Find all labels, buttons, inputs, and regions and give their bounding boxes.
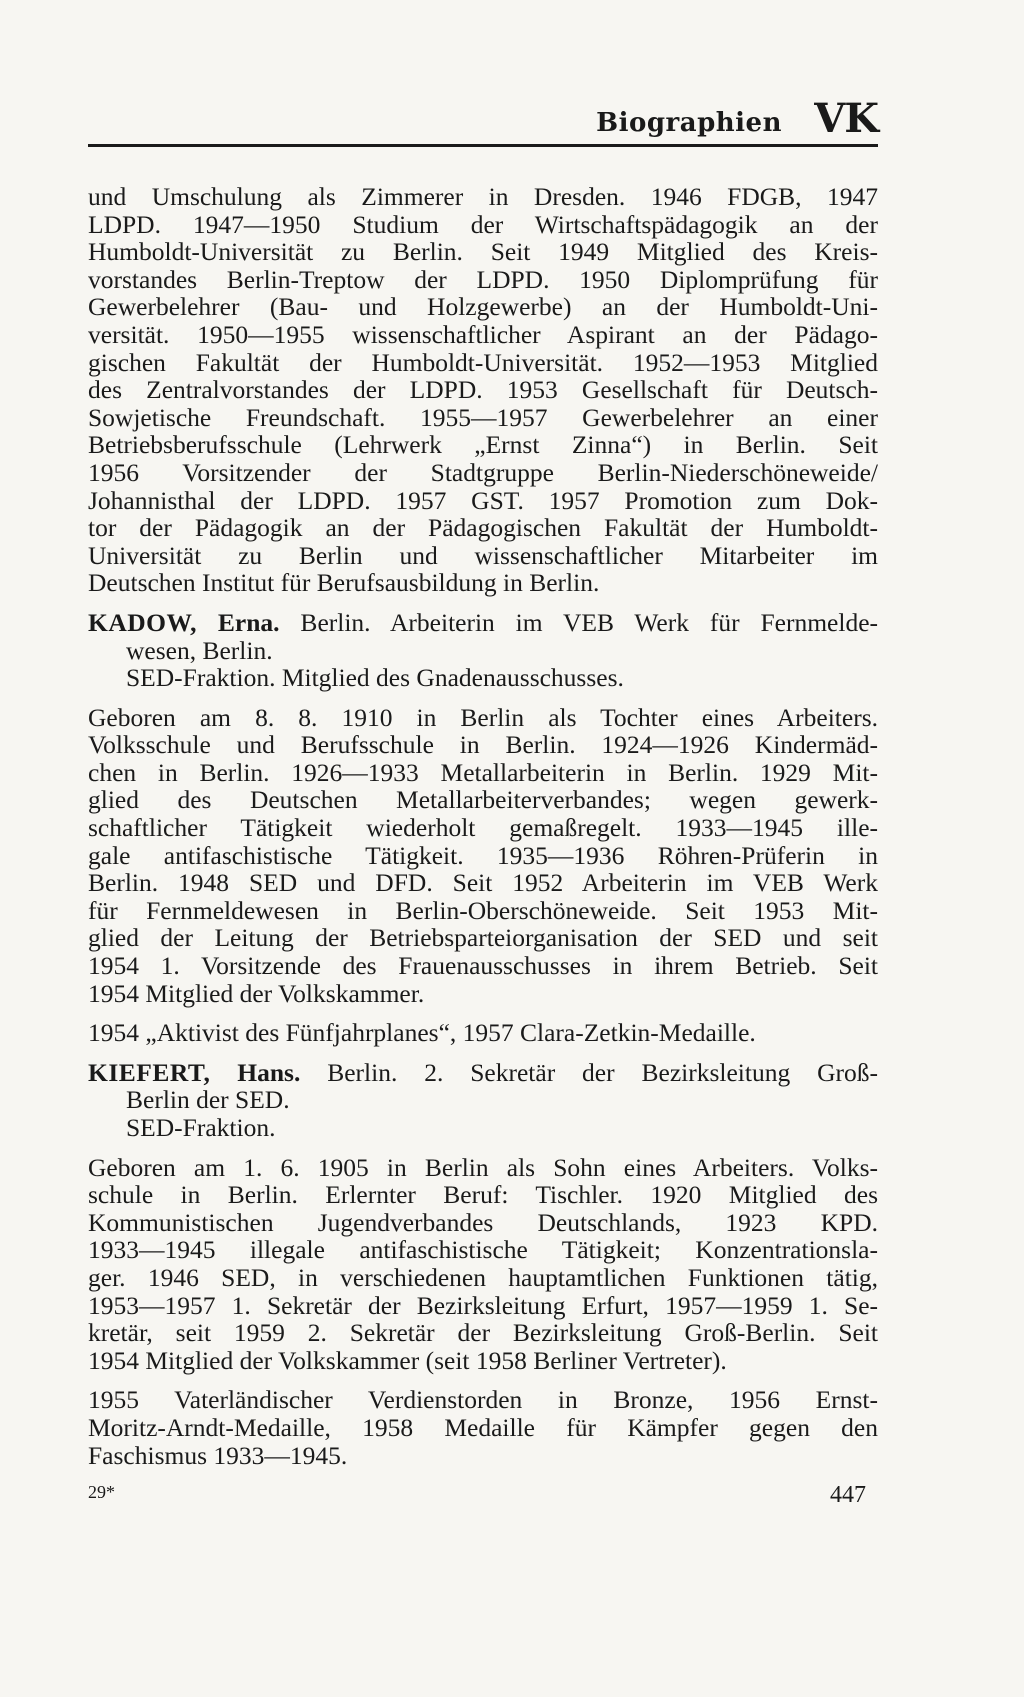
section-title: Biographien — [596, 108, 782, 138]
entry-surname: KIEFERT, — [88, 1057, 211, 1087]
entry-surname: KADOW, — [88, 607, 198, 637]
text-line: ger. 1946 SED, in verschiedenen hauptamtlichen Funktionen tätig, — [88, 1262, 878, 1292]
text-line: 1954 Mitglied der Volkskammer (seit 1958 Berliner Vertreter). — [88, 1345, 727, 1375]
text-line: des Zentralvorstandes der LDPD. 1953 Gesellschaft für Deutsch- — [88, 375, 878, 405]
text-line: Universität zu Berlin und wissenschaftlicher Mitarbeiter im — [88, 540, 878, 570]
continued-entry — [88, 183, 878, 597]
text-line: LDPD. 1947—1950 Studium der Wirtschaftspädagogik an der — [88, 209, 878, 239]
text-line: SED-Fraktion. — [126, 1113, 276, 1142]
entry-biography — [88, 704, 878, 1008]
signature-mark: 29* — [88, 1482, 115, 1502]
text-line: Geboren am 8. 8. 1910 in Berlin als Tochter eines Arbeiters. — [88, 702, 878, 732]
text-line: chen in Berlin. 1926—1933 Metallarbeiterin in Berlin. 1929 Mit- — [88, 757, 878, 787]
text-line: Humboldt-Universität zu Berlin. Seit 1949 Mitglied des Kreis- — [88, 237, 878, 267]
text-line: wesen, Berlin. — [126, 635, 273, 665]
text-line: Geboren am 1. 6. 1905 in Berlin als Sohn eines Arbeiters. Volks- — [88, 1152, 878, 1182]
entry-kiefert — [88, 1059, 878, 1469]
text-line: Sowjetische Freundschaft. 1955—1957 Gewerbelehrer an einer — [88, 402, 878, 432]
text-line: Moritz-Arndt-Medaille, 1958 Medaille für Kämpfer gegen den — [88, 1412, 878, 1442]
page-number: 447 — [830, 1482, 866, 1508]
text-line: und Umschulung als Zimmerer in Dresden. 1946 FDGB, 1947 — [88, 182, 878, 211]
text-line: Kommunistischen Jugendverbandes Deutschlands, 1923 KPD. — [88, 1207, 878, 1237]
text-line: Faschismus 1933—1945. — [88, 1440, 348, 1470]
text-line: kretär, seit 1959 2. Sekretär der Bezirksleitung Groß-Berlin. Seit — [88, 1318, 878, 1348]
text-line: 1956 Vorsitzender der Stadtgruppe Berlin-Niederschöneweide/ — [88, 457, 878, 487]
text-line: Volksschule und Berufsschule in Berlin. 1924—1926 Kindermäd- — [88, 730, 878, 760]
text-line: Betriebsberufsschule (Lehrwerk „Ernst Zinna“) in Berlin. Seit — [88, 430, 878, 460]
text-line: gale antifaschistische Tätigkeit. 1935—1936 Röhren-Prüferin in — [88, 840, 878, 870]
text-line: SED-Fraktion. Mitglied des Gnadenausschusses. — [126, 663, 624, 693]
text-line: Berlin. 1948 SED und DFD. Seit 1952 Arbeiterin im VEB Werk — [88, 868, 878, 898]
text-line: Berlin der SED. — [126, 1085, 290, 1115]
text-line: vorstandes Berlin-Treptow der LDPD. 1950 Diplomprüfung für — [88, 264, 878, 294]
text-line: glied des Deutschen Metallarbeiterverbandes; wegen gewerk- — [88, 785, 878, 815]
entry-heading-text: Berlin. Arbeiterin im VEB Werk für Fernmelde- — [279, 607, 878, 637]
text-line: für Fernmeldewesen in Berlin-Oberschöneweide. Seit 1953 Mit- — [88, 895, 878, 925]
running-head — [88, 92, 878, 147]
text-line: tor der Pädagogik an der Pädagogischen Fakultät der Humboldt- — [88, 513, 878, 543]
text-line: schaftlicher Tätigkeit wiederholt gemaßregelt. 1933—1945 ille- — [88, 813, 878, 843]
text-line: 1953—1957 1. Sekretär der Bezirksleitung Erfurt, 1957—1959 1. Se- — [88, 1290, 878, 1320]
entry-firstname: Erna. — [217, 607, 280, 637]
text-line: 1954 1. Vorsitzende des Frauenausschusses in ihrem Betrieb. Seit — [88, 951, 878, 981]
entry-heading — [88, 1059, 878, 1142]
text-line: 1933—1945 illegale antifaschistische Tätigkeit; Konzentrationsla- — [88, 1235, 878, 1265]
text-line: 1954 Mitglied der Volkskammer. — [88, 978, 425, 1008]
page-body — [88, 183, 878, 1469]
entry-kadow — [88, 609, 878, 1047]
text-line: 1955 Vaterländischer Verdienstorden in Bronze, 1956 Ernst- — [88, 1385, 878, 1415]
text-line: Johannisthal der LDPD. 1957 GST. 1957 Promotion zum Dok- — [88, 485, 878, 515]
text-line: schule in Berlin. Erlernter Beruf: Tischler. 1920 Mitglied des — [88, 1180, 878, 1210]
entry-biography — [88, 1154, 878, 1375]
entry-heading-text: Berlin. 2. Sekretär der Bezirksleitung Groß- — [300, 1057, 879, 1087]
text-line: Gewerbelehrer (Bau- und Holzgewerbe) an der Humboldt-Uni- — [88, 292, 878, 322]
text-line: Deutschen Institut für Berufsausbildung in Berlin. — [88, 568, 600, 598]
entry-awards — [88, 1386, 878, 1469]
entry-heading — [88, 609, 878, 692]
text-line: glied der Leitung der Betriebsparteiorganisation der SED und seit — [88, 923, 878, 953]
entry-awards — [88, 1019, 878, 1047]
text-line: gischen Fakultät der Humboldt-Universität. 1952—1953 Mitglied — [88, 347, 878, 377]
text-line: 1954 „Aktivist des Fünfjahrplanes“, 1957 Clara-Zetkin-Medaille. — [88, 1018, 756, 1048]
section-code: VK — [814, 95, 878, 142]
entry-firstname: Hans. — [237, 1057, 301, 1087]
text-line: versität. 1950—1955 wissenschaftlicher Aspirant an der Pädago- — [88, 319, 878, 349]
